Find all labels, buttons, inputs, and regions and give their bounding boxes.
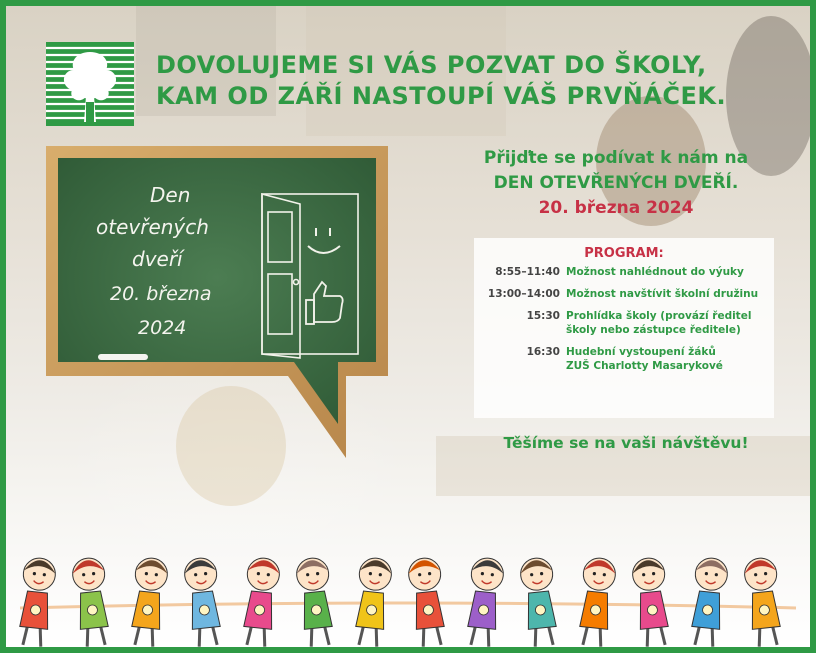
board-text-4: 20. března [110, 283, 212, 305]
cartoon-child [631, 557, 672, 648]
program-description: Možnost nahlédnout do výuky [566, 266, 744, 278]
chalk-icon [98, 354, 148, 360]
children-illustration [6, 546, 810, 653]
tree-logo-icon [46, 42, 134, 126]
board-text-5: 2024 [138, 317, 187, 339]
program-description-cont: školy nebo zástupce ředitele) [566, 324, 741, 336]
cartoon-child [128, 557, 169, 648]
program-item [474, 309, 774, 337]
board-slate [58, 158, 376, 424]
board-text-2: otevřených [96, 215, 209, 239]
board-text-3: dveří [132, 247, 183, 271]
invitation-text [446, 146, 786, 221]
school-logo [46, 42, 134, 126]
program-item [474, 265, 774, 279]
program-time: 13:00–14:00 [487, 288, 560, 300]
program-description: Možnost navštívit školní družinu [566, 288, 759, 300]
cartoon-child [576, 557, 617, 648]
cartoon-child [16, 557, 57, 648]
program-time: 8:55–11:40 [495, 266, 560, 278]
headline [156, 50, 806, 112]
program-time: 16:30 [526, 346, 560, 358]
program-title: PROGRAM: [584, 246, 664, 261]
invite-date: 20. března 2024 [538, 198, 694, 218]
program-box [474, 238, 774, 418]
cartoon-child [71, 557, 112, 648]
headline-line-1: DOVOLUJEME SI VÁS POZVAT DO ŠKOLY, [156, 51, 707, 79]
closing-text: Těšíme se na vaši návštěvu! [503, 434, 749, 452]
board-text-1: Den [150, 183, 191, 207]
cartoon-child [688, 557, 729, 648]
program-description-cont: ZUŠ Charlotty Masarykové [566, 360, 723, 372]
cartoon-child [183, 557, 224, 648]
headline-line-2: KAM OD ZÁŘÍ NASTOUPÍ VÁŠ PRVŇÁČEK. [156, 82, 727, 110]
program-item [474, 287, 774, 301]
program-time: 15:30 [526, 310, 560, 322]
cartoon-child [240, 557, 281, 648]
cartoon-child [743, 557, 784, 648]
program-description: Prohlídka školy (provází ředitel [566, 310, 752, 322]
program-item [474, 345, 774, 373]
chalkboard [46, 146, 406, 466]
program-description: Hudební vystoupení žáků [566, 346, 716, 358]
invite-line-2: DEN OTEVŘENÝCH DVEŘÍ. [493, 173, 739, 193]
invite-line-1: Přijďte se podívat k nám na [483, 148, 749, 168]
